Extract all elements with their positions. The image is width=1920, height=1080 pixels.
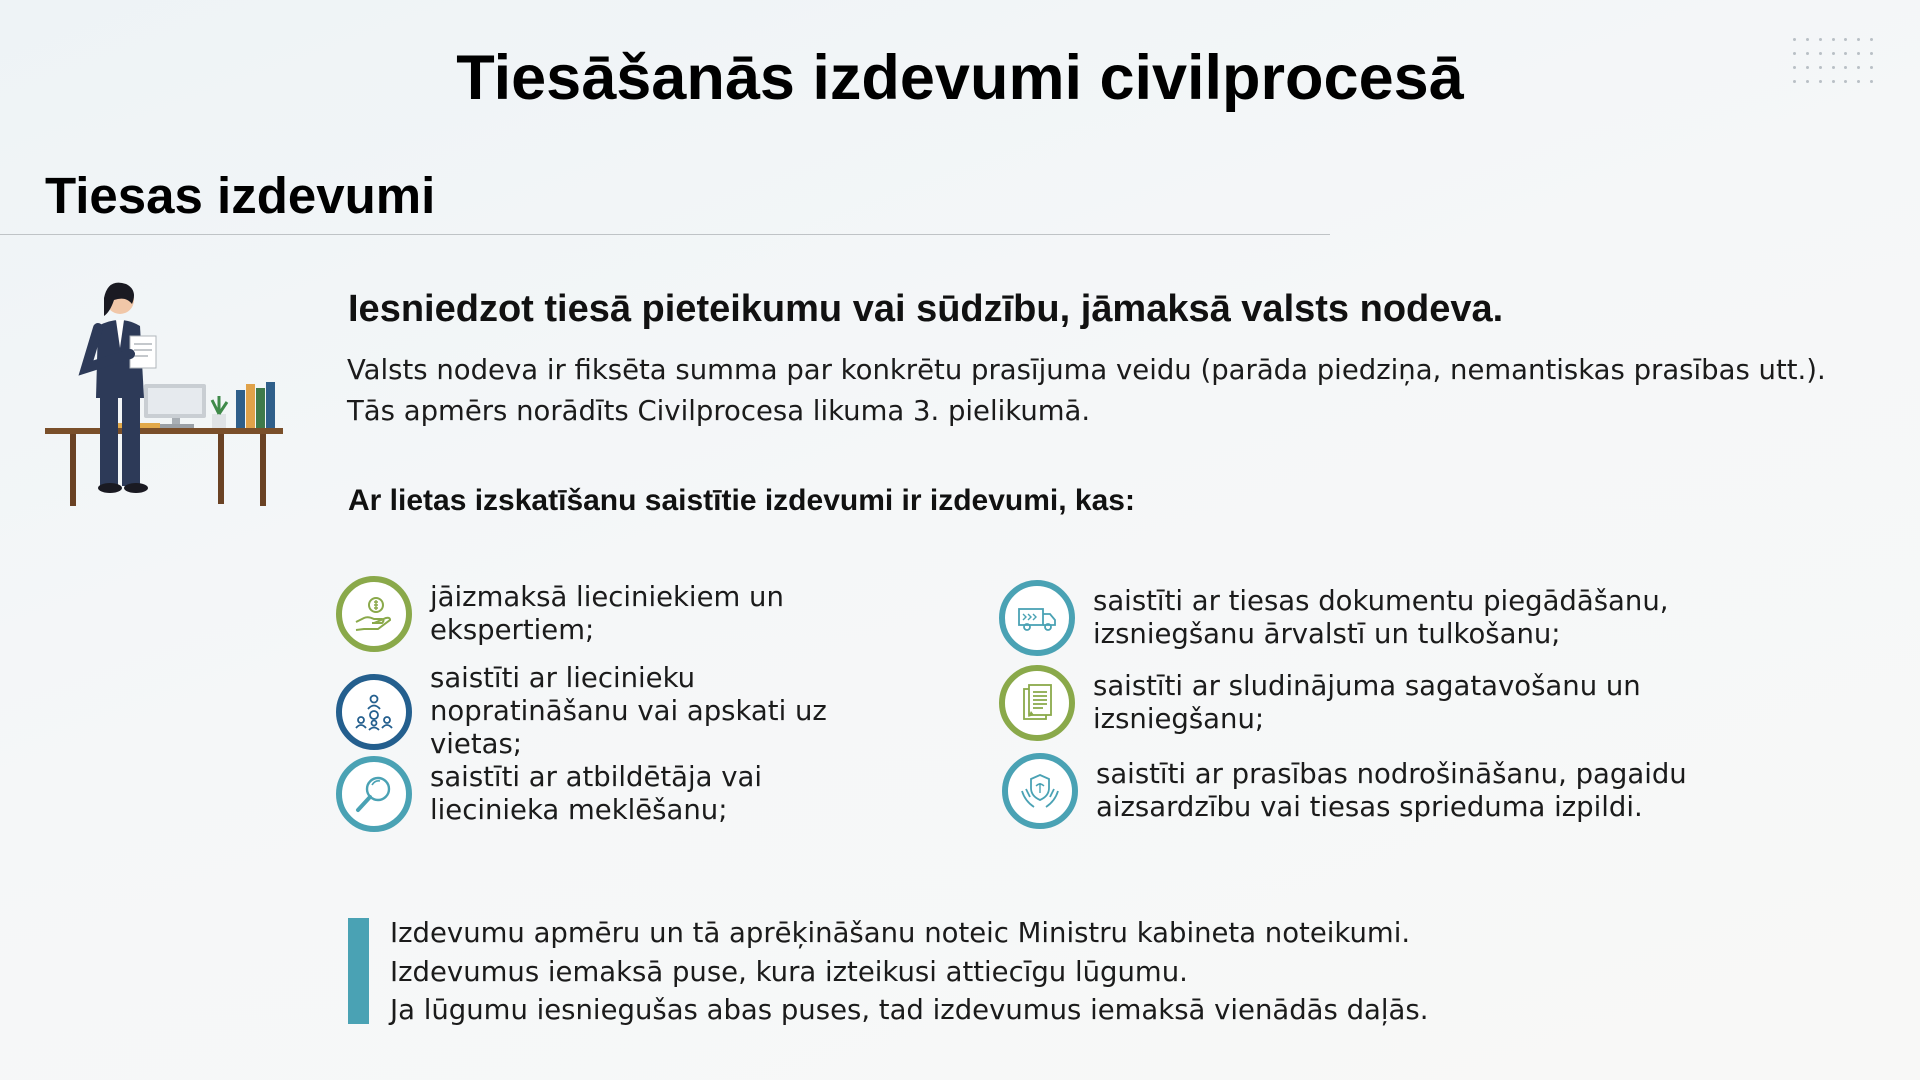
delivery-truck-icon: [999, 580, 1075, 656]
list-item: [1002, 753, 1696, 829]
item-text: jāizmaksā lieciniekiem un ekspertiem;: [430, 581, 784, 646]
magnifier-icon: [336, 756, 412, 832]
list-item: [336, 576, 890, 652]
note-line: Ja lūgumu iesniegušas abas puses, tad izdevumus iemaksā vienādās daļās.: [390, 994, 1429, 1026]
description: [347, 350, 1826, 432]
page-title: Tiesāšanās izdevumi civilprocesā: [456, 43, 1464, 113]
hand-coin-icon: [336, 576, 412, 652]
item-text: saistīti ar prasības nodrošināšanu, pagaidu aizsardzību vai tiesas sprieduma izpildi.: [1096, 758, 1687, 823]
people-network-icon: [336, 674, 412, 750]
description-line: Tās apmērs norādīts Civilprocesa likuma 3. pielikumā.: [347, 395, 1091, 427]
note-block: [390, 914, 1428, 1030]
note-line: Izdevumus iemaksā puse, kura izteikusi attiecīgu lūgumu.: [390, 955, 1188, 988]
section-title: Tiesas izdevumi: [45, 167, 436, 224]
lead-statement: Iesniedzot tiesā pieteikumu vai sūdzību, jāmaksā valsts nodeva.: [348, 288, 1504, 330]
description-line: Valsts nodeva ir fiksēta summa par konkrētu prasījuma veidu (parāda piedziņa, nemantiskas prasības utt.).: [347, 354, 1826, 386]
item-text: saistīti ar sludinājuma sagatavošanu un izsniegšanu;: [1093, 670, 1641, 735]
decorative-dots: [1793, 38, 1883, 94]
woman-at-desk-illustration: [40, 278, 290, 508]
item-text: saistīti ar tiesas dokumentu piegādāšanu, izsniegšanu ārvalstī un tulkošanu;: [1093, 585, 1669, 650]
list-item: [999, 665, 1693, 741]
document-icon: [999, 665, 1075, 741]
divider: [0, 234, 1330, 235]
item-text: saistīti ar liecinieku nopratināšanu vai apskati uz vietas;: [430, 662, 827, 760]
list-item: [999, 580, 1693, 656]
shield-hands-icon: [1002, 753, 1078, 829]
list-item: [336, 662, 890, 761]
list-intro: Ar lietas izskatīšanu saistītie izdevumi ir izdevumi, kas:: [348, 484, 1135, 517]
item-text: saistīti ar atbildētāja vai liecinieka meklēšanu;: [430, 761, 763, 826]
note-line: Izdevumu apmēru un tā aprēķināšanu noteic Ministru kabineta noteikumi.: [390, 917, 1411, 949]
list-item: [336, 756, 890, 832]
note-accent-bar: [348, 918, 369, 1024]
